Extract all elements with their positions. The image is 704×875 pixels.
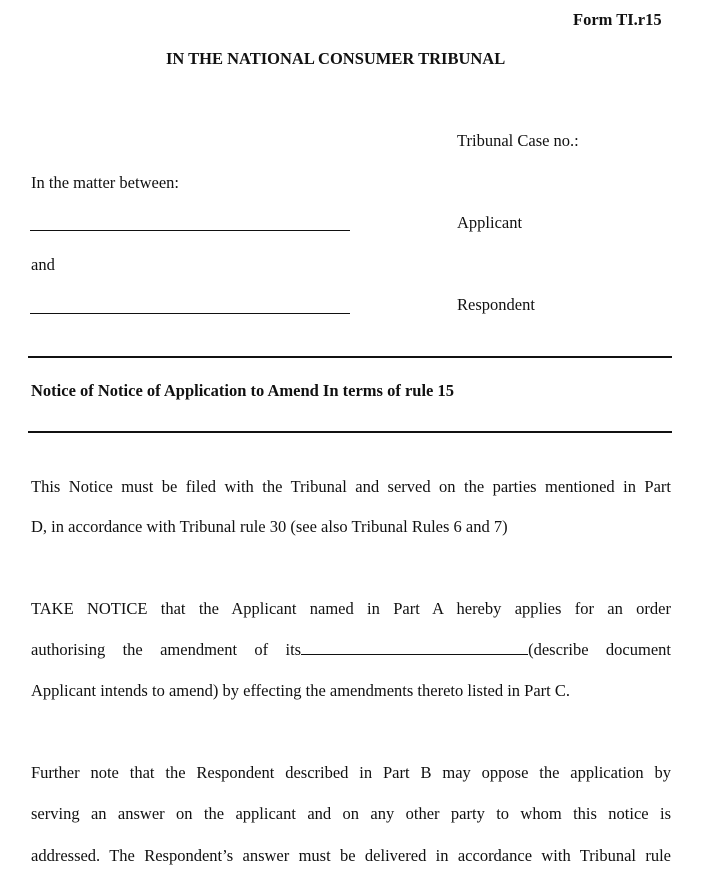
matter-between-label: In the matter between: [31,173,179,192]
take-notice-line-3: Applicant intends to amend) by effecting the amendments thereto listed in Part C. [31,681,571,700]
filing-note-line-1: This Notice must be filed with the Tribunal and served on the parties mentioned in Part [31,477,671,496]
applicant-label: Applicant [457,213,523,232]
take-notice-line-2-start: authorising the amendment of its [31,640,302,659]
case-number-label: Tribunal Case no.: [457,131,579,150]
form-code: Form TI.r15 [573,10,662,29]
bottom-divider [28,431,672,433]
take-notice-line-2 [31,640,671,660]
notice-title: Notice of Notice of Application to Amend In terms of rule 15 [31,381,454,400]
respondent-name-line[interactable] [30,313,350,314]
further-note-line-2: serving an answer on the applicant and on any other party to whom this notice is [31,804,671,823]
further-note-line-3: addressed. The Respondent’s answer must be delivered in accordance with Tribunal rule [31,846,671,865]
document-description-blank[interactable] [301,640,528,655]
and-label: and [31,255,55,274]
further-note-line-1: Further note that the Respondent described in Part B may oppose the application by [31,763,671,782]
respondent-label: Respondent [457,295,535,314]
applicant-name-line[interactable] [30,230,350,231]
filing-note-line-2: D, in accordance with Tribunal rule 30 (see also Tribunal Rules 6 and 7) [31,517,508,536]
take-notice-line-2-end: (describe document [528,640,671,659]
take-notice-line-1: TAKE NOTICE that the Applicant named in Part A hereby applies for an order [31,599,671,618]
top-divider [28,356,672,358]
tribunal-heading: IN THE NATIONAL CONSUMER TRIBUNAL [166,49,506,68]
